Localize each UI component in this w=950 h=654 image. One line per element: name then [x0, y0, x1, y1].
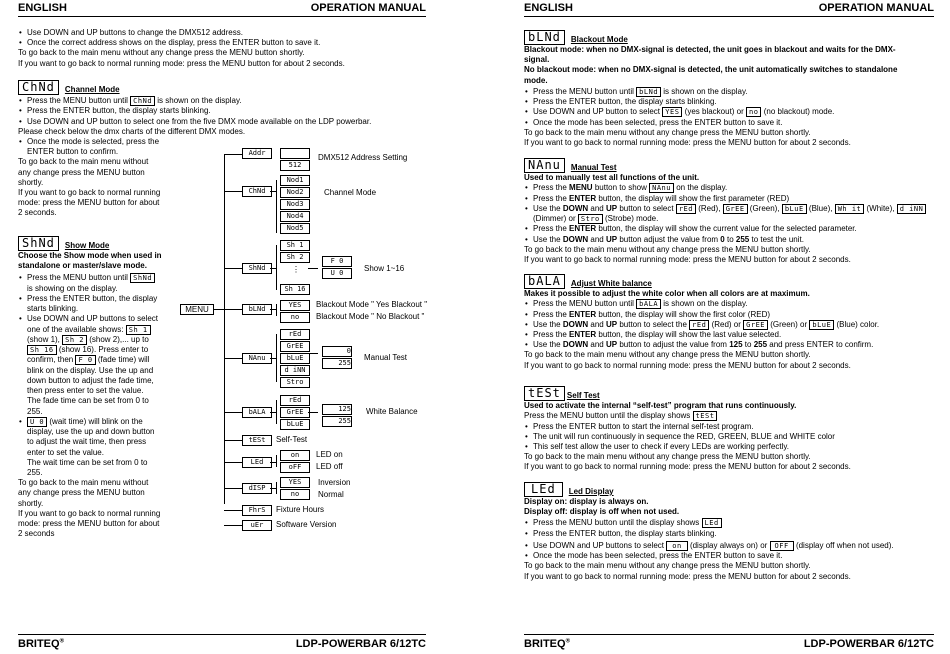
software-version-box: uEr: [242, 520, 272, 531]
text-line: shortly.: [18, 498, 44, 508]
lcd-display-icon: YES: [662, 107, 682, 117]
shnd-box: ShNd: [242, 263, 272, 274]
text-line: The wait time can be set from 0 to: [27, 457, 148, 467]
yes-box: YES: [280, 477, 310, 488]
list-item: • Once the mode has been selected, press the ENTER button to save it.: [524, 551, 934, 561]
wait-box: U 0: [322, 268, 352, 279]
blackout-heading: [524, 30, 934, 45]
display-box: dISP: [242, 483, 272, 494]
lcd-display-icon: GrEE: [743, 320, 768, 330]
text-line: then press enter to set the value.: [27, 386, 144, 396]
list-item: • Press the MENU button until the display shows LEd: [524, 518, 934, 528]
text-line: any change press the MENU button: [18, 488, 145, 498]
ellipsis-icon: ⋮: [292, 265, 300, 274]
text-line: Blackout mode: when no DMX-signal is detected, the unit goes in blackout and waits for the DMX-: [524, 45, 896, 54]
color-box: rEd: [280, 395, 310, 406]
diagram-label: Show 1~16: [364, 264, 405, 273]
footer-model: LDP-POWERBAR 6/12TC: [295, 638, 426, 650]
lcd-display-icon: F 0: [75, 355, 95, 365]
show-box: Sh 1: [280, 240, 310, 251]
list-item: • Press the MENU button to show NAnu on the display.: [524, 183, 934, 193]
text-line: To go back to the main menu without any change press the MENU button shortly.: [524, 127, 811, 137]
list-item: • Press the MENU button until bALA is shown on the display.: [524, 299, 934, 309]
diagram-label: LED on: [316, 450, 343, 459]
header-rule: [524, 16, 934, 17]
text-line: display, use the up and down button: [27, 427, 155, 437]
lcd-display-icon: ShNd: [18, 236, 59, 251]
menu-tree-diagram: [180, 148, 426, 536]
value-box: 125: [322, 404, 352, 415]
fade-box: F 0: [322, 256, 352, 267]
list-item: • Use DOWN and UP buttons to select: [18, 314, 176, 324]
nanu-box: NAnu: [242, 353, 272, 364]
page-footer: [524, 638, 934, 652]
list-item: • U 0 (wait time) will blink on the: [18, 417, 176, 427]
text-line: mode: press the MENU button for about: [18, 198, 160, 208]
text-line: ENTER button to confirm.: [27, 147, 119, 157]
self-test-heading: [524, 386, 934, 401]
white-balance-box: bALA: [242, 407, 272, 418]
list-item: • Press the ENTER button, the display will show the first color (RED): [524, 310, 934, 320]
text-line: one of the available shows: Sh 1: [18, 325, 176, 335]
lcd-display-icon: LEd: [702, 518, 722, 528]
white-balance-section: [524, 272, 934, 371]
lcd-display-icon: bLuE: [782, 204, 807, 214]
mode-box: Nod2: [280, 187, 310, 198]
diagram-label: DMX512 Address Setting: [318, 153, 408, 162]
list-item: • Press the ENTER button, the display will show the current value for the selected parameter.: [524, 224, 934, 234]
footer-rule: [18, 634, 426, 635]
self-test-section: [524, 384, 934, 473]
value-box: 0: [322, 346, 352, 357]
manual-box: d iNN: [280, 365, 310, 376]
diagram-label: Self-Test: [276, 435, 308, 444]
white-balance-heading: [524, 274, 934, 289]
footer-brand: BRITEQ®: [18, 638, 64, 650]
lcd-display-icon: U 0: [27, 417, 47, 427]
mode-box: Nod3: [280, 199, 310, 210]
text-line: 255.: [27, 406, 43, 416]
menu-box: MENU: [180, 304, 214, 315]
lcd-display-icon: bLuE: [809, 320, 834, 330]
manual-box: rEd: [280, 329, 310, 340]
section-title: Blackout Mode: [570, 35, 628, 44]
mode-box: Nod5: [280, 223, 310, 234]
fixture-hours-box: FhrS: [242, 505, 272, 516]
list-item: • Use the DOWN and UP button to select rEd (Red), GrEE (Green), bLuE (Blue), Wh it (White), d iNN: [524, 204, 934, 214]
self-test-box: tESt: [242, 435, 272, 446]
text-line: mode: press the MENU button for about: [18, 518, 160, 528]
intro-line: • Once the correct address shows on the display, press the ENTER button to save it.: [18, 38, 426, 48]
intro-line: To go back to the main menu without any change press the MENU button shortly.: [18, 48, 305, 58]
text-line: 2 seconds: [18, 529, 55, 539]
lcd-display-icon: bALA: [524, 274, 565, 289]
text-line: Please check below the dmx charts of the different DMX modes.: [18, 126, 246, 136]
list-item: • The unit will run continuously in sequence the RED, GREEN, BLUE and WHITE color: [524, 432, 934, 442]
list-item: • Once the mode is selected, press the: [18, 137, 426, 147]
off-box: oFF: [280, 462, 310, 473]
color-box: bLuE: [280, 419, 310, 430]
lcd-display-icon: Sh 16: [27, 345, 57, 355]
list-item: • Use DOWN and UP button to select YES (yes blackout) or no (no blackout) mode.: [524, 107, 934, 117]
list-item: • Press the ENTER button, the display starts blinking.: [524, 97, 934, 107]
list-item: • Press the ENTER button, the display starts blinking.: [524, 529, 934, 539]
text-line: (show 1), Sh 2 (show 2),... up to: [27, 334, 149, 344]
page-header: [524, 2, 934, 16]
addr-box: Addr: [242, 148, 272, 159]
text-line: Sh 16 (show 16). Press enter to: [18, 345, 176, 355]
section-title: Manual Test: [570, 163, 617, 172]
show-mode-heading: [18, 236, 176, 251]
lcd-display-icon: NAnu: [524, 158, 565, 173]
diagram-label: Blackout Mode " No Blackout ": [316, 312, 425, 321]
manual-box: GrEE: [280, 341, 310, 352]
text-line: If you want to go back to normal running mode: press the MENU button for about 2 seconds.: [524, 462, 851, 472]
section-title: Led Display: [568, 487, 614, 496]
lcd-display-icon: on: [666, 541, 687, 551]
header-language: ENGLISH: [524, 2, 573, 14]
list-item: • Press the ENTER button, the display: [18, 294, 176, 304]
lcd-display-icon: bALA: [636, 299, 661, 309]
text-line: is showing on the display.: [27, 283, 118, 293]
value-box: 512: [280, 160, 310, 171]
section-title: Self Test: [566, 391, 600, 400]
text-line: To go back to the main menu without any change press the MENU button shortly.: [524, 452, 811, 462]
lcd-display-icon: LEd: [524, 482, 563, 497]
diagram-label: White Balance: [366, 407, 418, 416]
intro-line: • Use DOWN and UP buttons to change the DMX512 address.: [18, 28, 426, 38]
page-header: [18, 2, 426, 16]
diagram-label: Fixture Hours: [276, 505, 325, 514]
text-line: Makes it possible to adjust the white color when all colors are at maximum.: [524, 289, 810, 298]
list-item: • Press the MENU button until bLNd is shown on the display.: [524, 87, 934, 97]
chnd-box: ChNd: [242, 186, 272, 197]
channel-mode-heading: [18, 80, 426, 95]
intro-text: [18, 28, 426, 69]
list-item: • Press the ENTER button to start the internal self-test program.: [524, 422, 934, 432]
header-language: ENGLISH: [18, 2, 67, 14]
text-line: Press the MENU button until the display shows tESt: [524, 411, 934, 421]
text-line: standalone or master/slave mode.: [18, 261, 147, 271]
lcd-display-icon: ChNd: [130, 96, 155, 106]
footer-model: LDP-POWERBAR 6/12TC: [803, 638, 934, 650]
right-page: [524, 0, 934, 654]
list-item: • Use DOWN and UP buttons to select on (display always on) or OFF (display off when not used).: [524, 541, 934, 551]
lcd-display-icon: Sh 2: [62, 335, 87, 345]
text-line: any change press the MENU button: [18, 167, 145, 177]
led-display-section: [524, 480, 934, 582]
diagram-label: Blackout Mode " Yes Blackout ": [316, 300, 428, 309]
lcd-display-icon: tESt: [524, 386, 565, 401]
text-line: To go back to the main menu without: [18, 478, 149, 488]
text-line: To go back to the main menu without any change press the MENU button shortly.: [524, 561, 811, 571]
show-box: Sh 16: [280, 284, 310, 295]
value-box: 255: [322, 358, 352, 369]
footer-rule: [524, 634, 934, 635]
text-line: enter to set the value.: [27, 447, 104, 457]
show-box: Sh 2: [280, 252, 310, 263]
text-line: mode.: [524, 75, 548, 85]
list-item: • Press the MENU button until ShNd: [18, 273, 176, 283]
text-line: If you want to go back to normal running mode: press the MENU button for about 2 seconds.: [524, 254, 851, 264]
text-line: If you want to go back to normal running mode: press the MENU button for about 2 seconds.: [524, 571, 851, 581]
page-footer: [18, 638, 426, 652]
mode-box: Nod4: [280, 211, 310, 222]
text-line: Display off: display is off when not used.: [524, 507, 680, 517]
on-box: on: [280, 450, 310, 461]
list-item: • This self test allow the user to check if every LEDs are working perfectly.: [524, 442, 934, 452]
text-line: No blackout mode: when no DMX-signal is detected, the unit automatically switches to standalone: [524, 65, 898, 75]
header-title: OPERATION MANUAL: [310, 2, 426, 14]
section-title: Show Mode: [64, 241, 110, 250]
text-line: confirm, then F 0 (fade time) will: [27, 355, 150, 365]
diagram-label: Manual Test: [364, 353, 407, 362]
text-line: to adjust the wait time, then press: [27, 437, 147, 447]
lcd-display-icon: bLNd: [524, 30, 565, 45]
value-box: [280, 148, 310, 159]
show-mode-section: [18, 234, 176, 539]
text-line: Display on: display is always on.: [524, 497, 649, 506]
lcd-display-icon: tESt: [693, 411, 718, 421]
diagram-label: LED off: [316, 462, 343, 471]
text-line: shortly.: [18, 177, 44, 187]
lcd-display-icon: no: [746, 107, 761, 117]
list-item: • Use the DOWN and UP button to adjust the value from 125 to 255 and press ENTER to confirm.: [524, 340, 934, 350]
diagram-label: Inversion: [318, 478, 351, 487]
list-item: • Press the ENTER button, the display will show the last value selected.: [524, 330, 934, 340]
text-line: The fade time can be set from 0 to: [27, 396, 149, 406]
manual-box: bLuE: [280, 353, 310, 364]
text-line: down button to adjust the fade time,: [27, 375, 154, 385]
text-line: starts blinking.: [27, 304, 79, 314]
lcd-display-icon: rEd: [689, 320, 709, 330]
list-item: • Press the ENTER button, the display will show the first parameter (RED): [524, 194, 934, 204]
lcd-display-icon: GrEE: [723, 204, 748, 214]
text-line: If you want to go back to normal running mode: press the MENU button for about 2 seconds.: [524, 360, 851, 370]
list-item: • Press the ENTER button, the display starts blinking.: [18, 106, 426, 116]
text-line: To go back to the main menu without any change press the MENU button shortly.: [524, 350, 811, 360]
yes-box: YES: [280, 300, 310, 311]
text-line: Used to activate the internal “self-test” program that runs continuously.: [524, 401, 797, 410]
text-line: To go back to the main menu without: [18, 157, 149, 167]
text-line: If you want to go back to normal running: [18, 187, 161, 197]
menu-trunk-line: [224, 154, 225, 504]
text-line: To go back to the main menu without any change press the MENU button shortly.: [524, 244, 811, 254]
lcd-display-icon: rEd: [676, 204, 696, 214]
text-line: 2 seconds.: [18, 208, 57, 218]
lcd-display-icon: bLNd: [636, 87, 661, 97]
left-page: [18, 0, 426, 654]
text-line: signal.: [524, 55, 550, 65]
manual-test-heading: [524, 158, 934, 173]
color-box: GrEE: [280, 407, 310, 418]
text-line: Used to manually test all functions of the unit.: [524, 173, 700, 182]
lcd-display-icon: ChNd: [18, 80, 59, 95]
header-title: OPERATION MANUAL: [818, 2, 934, 14]
text-line: 255.: [27, 467, 43, 477]
text-line: If you want to go back to normal running: [18, 508, 161, 518]
no-box: no: [280, 312, 310, 323]
section-title: Adjust White balance: [570, 279, 652, 288]
text-line: blink on the display. Use the up and: [27, 365, 154, 375]
blackout-section: [524, 28, 934, 148]
list-item: • Use DOWN and UP button to select one from the five DMX mode available on the LDP powerbar.: [18, 117, 426, 127]
no-box: no: [280, 489, 310, 500]
text-line: (Dimmer) or Stro (Strobe) mode.: [533, 214, 659, 224]
diagram-label: Software Version: [276, 520, 337, 529]
text-line: Choose the Show mode when used in: [18, 251, 162, 260]
text-line: If you want to go back to normal running mode: press the MENU button for about 2 seconds.: [524, 138, 851, 148]
list-item: • Once the mode has been selected, press the ENTER button to save it.: [524, 118, 934, 128]
diagram-label: Normal: [318, 490, 344, 499]
manual-box: Stro: [280, 377, 310, 388]
led-box: LEd: [242, 457, 272, 468]
lcd-display-icon: NAnu: [649, 183, 674, 193]
diagram-label: Channel Mode: [324, 188, 377, 197]
lcd-display-icon: OFF: [770, 541, 794, 551]
lcd-display-icon: ShNd: [130, 273, 155, 283]
intro-line: If you want to go back to normal running mode: press the MENU button for about 2 seconds.: [18, 58, 345, 68]
lcd-display-icon: d iNN: [897, 204, 927, 214]
lcd-display-icon: Wh it: [835, 204, 865, 214]
lcd-display-icon: Sh 1: [126, 325, 151, 335]
lcd-display-icon: Stro: [578, 214, 603, 224]
list-item: • Use the DOWN and UP button to select the rEd (Red) or GrEE (Green) or bLuE (Blue) color.: [524, 320, 934, 330]
blnd-box: bLNd: [242, 304, 272, 315]
footer-brand: BRITEQ®: [524, 638, 570, 650]
list-item: • Use the DOWN and UP button adjust the value from 0 to 255 to test the unit.: [524, 235, 934, 245]
section-title: Channel Mode: [64, 85, 120, 94]
header-rule: [18, 16, 426, 17]
list-item: • Press the MENU button until ChNd is shown on the display.: [18, 96, 426, 106]
value-box: 255: [322, 416, 352, 427]
manual-test-section: [524, 156, 934, 265]
mode-box: Nod1: [280, 175, 310, 186]
led-display-heading: [524, 482, 934, 497]
